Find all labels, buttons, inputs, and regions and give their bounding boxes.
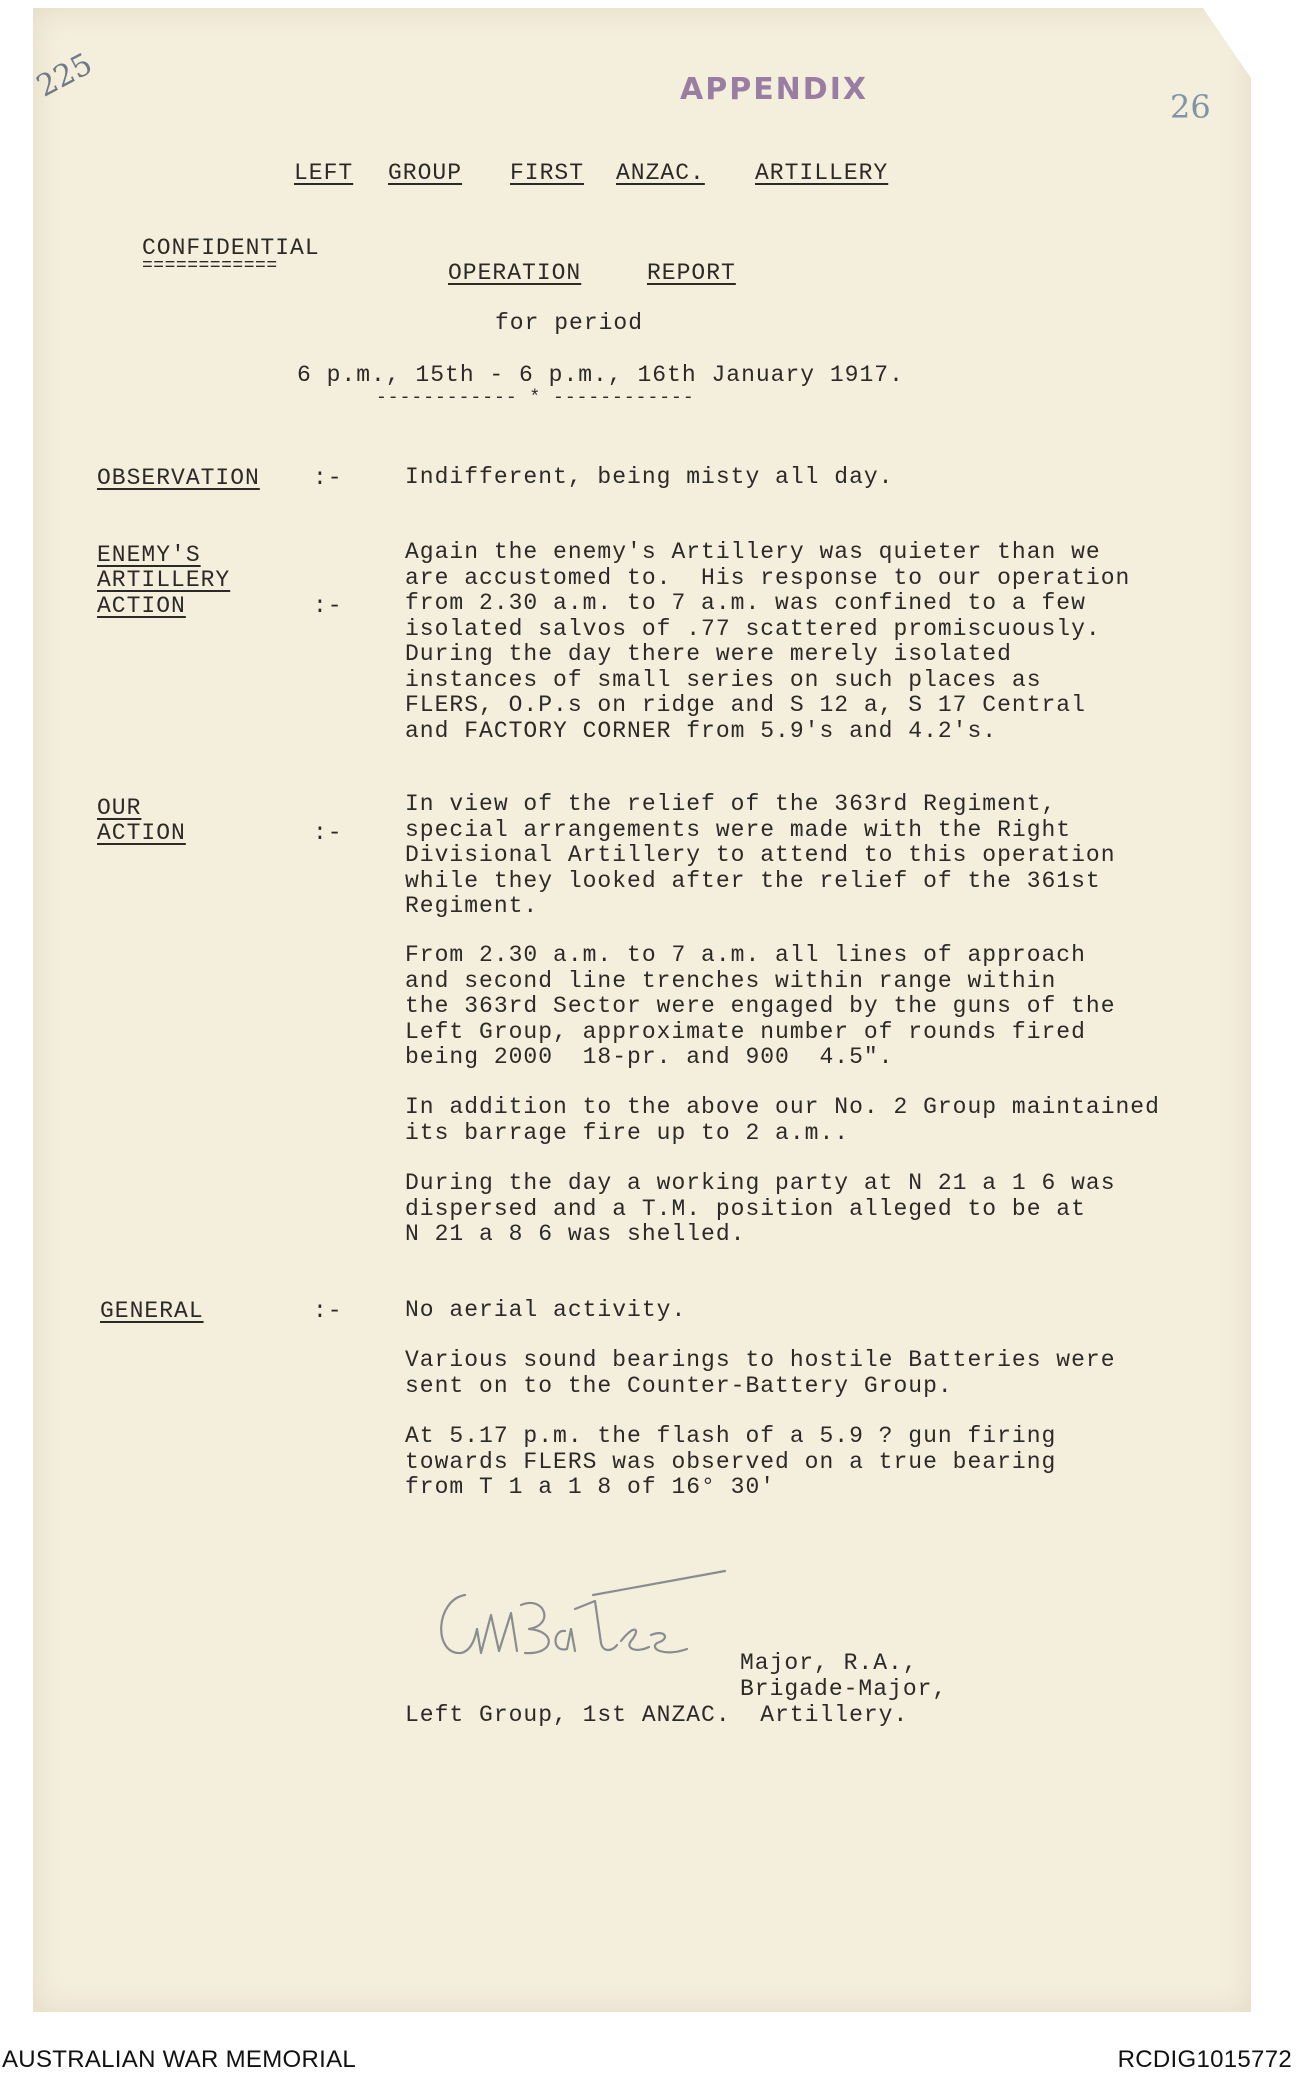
handwritten-signature: [425, 1565, 735, 1675]
section-heading-enemy-2: ARTILLERY: [97, 567, 231, 593]
section-heading-observation: OBSERVATION: [97, 465, 260, 491]
header-group: GROUP: [388, 160, 463, 186]
section-heading-general: GENERAL: [100, 1298, 204, 1324]
section-sep-enemy: :-: [313, 593, 343, 619]
folio-number-right: 26: [1170, 88, 1211, 126]
header-left: LEFT: [294, 160, 354, 186]
section-sep-observation: :-: [313, 465, 343, 491]
title-for-period: for period: [495, 310, 644, 336]
title-divider: ------------ * ------------: [376, 388, 695, 408]
section-heading-our-1: OUR: [97, 795, 142, 821]
general-para-2: Various sound bearings to hostile Batteries were sent on to the Counter-Battery Group.: [405, 1347, 1116, 1399]
title-report: REPORT: [647, 260, 736, 286]
section-heading-enemy-3: ACTION: [97, 593, 186, 619]
our-action-para-1: In view of the relief of the 363rd Regiment, special arrangements were made with the Right Divisional Artillery to attend to this operation while they looked after the relief of the 361st Regiment.: [405, 791, 1116, 919]
general-para-1: No aerial activity.: [405, 1297, 687, 1323]
section-heading-our-2: ACTION: [97, 820, 186, 846]
our-action-para-4: During the day a working party at N 21 a 1 6 was dispersed and a T.M. position alleged to be at N 21 a 8 6 was shelled.: [405, 1170, 1116, 1247]
confidential-rule: ============: [142, 256, 278, 276]
section-sep-general: :-: [313, 1298, 343, 1324]
section-sep-our: :-: [313, 820, 343, 846]
header-artillery: ARTILLERY: [755, 160, 889, 186]
general-para-3: At 5.17 p.m. the flash of a 5.9 ? gun firing towards FLERS was observed on a true bearing from T 1 a 1 8 of 16° 30': [405, 1423, 1057, 1500]
section-heading-enemy-1: ENEMY'S: [97, 542, 201, 568]
signature-role: Brigade-Major,: [740, 1676, 948, 1702]
footer-record-id: RCDIG1015772: [1117, 2046, 1292, 2073]
header-first: FIRST: [510, 160, 585, 186]
enemy-action-text: Again the enemy's Artillery was quieter than we are accustomed to. His response to our operation from 2.30 a.m. to 7 a.m. was confined to a few isolated salvos of .77 scattered promiscuously. During the day there were merely isolated instances of small series on such places as FLERS, O.P.s on ridge and S 12 a, S 17 Central and FACTORY CORNER from 5.9's and 4.2's.: [405, 539, 1131, 744]
title-period: 6 p.m., 15th - 6 p.m., 16th January 1917.: [297, 362, 904, 388]
our-action-para-3: In addition to the above our No. 2 Group maintained its barrage fire up to 2 a.m..: [405, 1094, 1160, 1146]
signature-unit: Left Group, 1st ANZAC. Artillery.: [405, 1702, 909, 1728]
observation-text: Indifferent, being misty all day.: [405, 464, 894, 490]
folio-number-left: 225: [31, 46, 99, 105]
signature-rank: Major, R.A.,: [740, 1650, 918, 1676]
header-anzac: ANZAC.: [616, 160, 705, 186]
our-action-para-2: From 2.30 a.m. to 7 a.m. all lines of approach and second line trenches within range within the 363rd Sector were engaged by the guns of the Left Group, approximate number of rounds fired being 2000 18-pr. and 900 4.5".: [405, 942, 1116, 1070]
title-operation: OPERATION: [448, 260, 582, 286]
confidential-label: CONFIDENTIAL: [142, 235, 320, 261]
appendix-stamp: APPENDIX: [680, 72, 868, 107]
footer-institution: AUSTRALIAN WAR MEMORIAL: [2, 2046, 357, 2073]
